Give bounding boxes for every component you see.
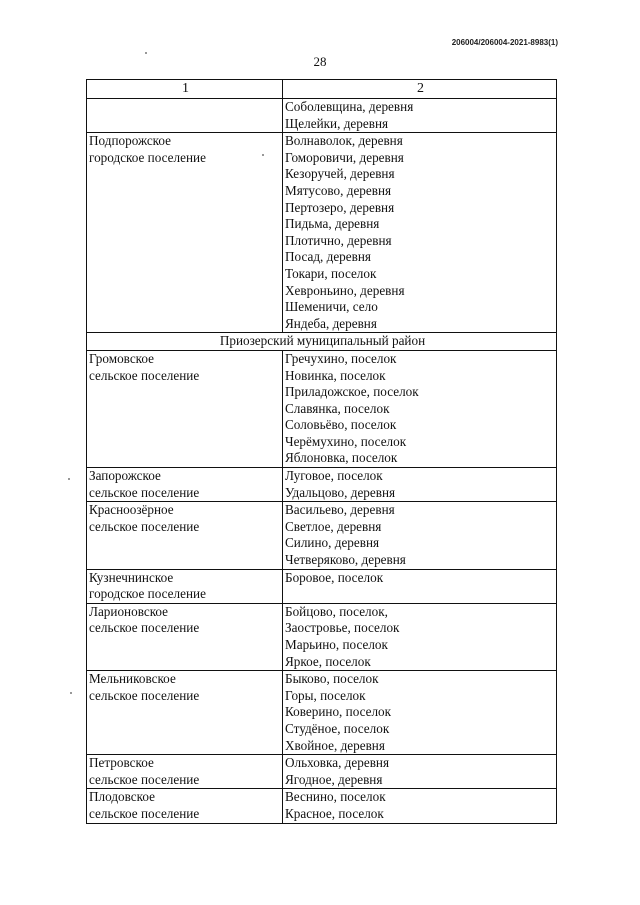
locality-name: Гречухино, поселок (285, 350, 397, 366)
localities-cell (283, 502, 557, 569)
settlement-cell (87, 133, 283, 333)
locality-name: Соболевщина, деревня (285, 99, 414, 114)
locality-name: Коверино, поселок (285, 704, 392, 720)
locality-name: Приладожское, поселок (285, 384, 419, 400)
localities-cell (283, 671, 557, 755)
locality-name: Соловьёво, поселок (285, 417, 397, 433)
locality-name: Плотично, деревня (285, 232, 392, 248)
scan-speck (262, 154, 264, 156)
locality-name: Бойцово, поселок, (285, 603, 388, 619)
settlement-name: Подпорожское (89, 133, 172, 149)
settlement-name: Запорожское (89, 468, 161, 484)
table-row (87, 755, 557, 789)
settlement-name: сельское поселение (89, 620, 200, 636)
settlement-name: сельское поселение (89, 687, 200, 703)
section-title: Приозерский муниципальный район (87, 333, 557, 351)
locality-name: Черёмухино, поселок (285, 433, 407, 449)
settlement-name: Громовское (89, 350, 155, 366)
locality-name: Яндеба, деревня (285, 315, 377, 331)
locality-name: Удальцово, деревня (285, 484, 396, 500)
column-header-2: 2 (283, 80, 557, 99)
settlement-cell (87, 99, 283, 133)
settlement-name: Ларионовское (89, 603, 169, 619)
column-header-1: 1 (87, 80, 283, 99)
locality-name: Шеменичи, село (285, 299, 378, 315)
locality-name: Студёное, поселок (285, 720, 390, 736)
settlement-cell (87, 350, 283, 467)
localities-cell (283, 99, 557, 133)
table-row (87, 468, 557, 502)
locality-name: Кезоручей, деревня (285, 166, 395, 182)
locality-name: Марьино, поселок (285, 637, 388, 652)
table-row (87, 671, 557, 755)
settlement-name: сельское поселение (89, 518, 200, 534)
settlement-cell (87, 502, 283, 569)
settlement-name: Петровское (89, 755, 154, 771)
locality-name: Хвойное, деревня (285, 737, 385, 753)
locality-name: Васильево, деревня (285, 502, 395, 518)
table-row (87, 99, 557, 133)
locality-name: Боровое, поселок (285, 569, 384, 585)
locality-name: Пертозеро, деревня (285, 199, 395, 215)
locality-name: Гоморовичи, деревня (285, 149, 404, 165)
locality-name: Пидьма, деревня (285, 216, 380, 232)
table-row (87, 603, 557, 670)
locality-name: Луговое, поселок (285, 468, 383, 484)
settlement-name: Плодовское (89, 789, 155, 805)
locality-name: Яблоновка, поселок (285, 450, 398, 466)
settlement-name: сельское поселение (89, 367, 200, 383)
locality-name: Токари, поселок (285, 265, 377, 281)
locality-name: Славянка, поселок (285, 400, 390, 416)
localities-cell (283, 133, 557, 333)
table-row (87, 789, 557, 823)
scan-speck (70, 692, 72, 694)
locality-name: Светлое, деревня (285, 518, 382, 534)
document-id: 206004/206004-2021-8983(1) (451, 38, 558, 47)
settlement-name: Красноозёрное (89, 502, 174, 518)
locality-name: Четверяково, деревня (285, 552, 406, 568)
scan-speck (145, 52, 147, 54)
settlement-cell (87, 603, 283, 670)
locality-name: Горы, поселок (285, 687, 366, 703)
settlement-cell (87, 789, 283, 823)
settlement-name: Мельниковское (89, 671, 176, 687)
locality-name: Ягодное, деревня (285, 771, 383, 787)
table-body (87, 99, 557, 824)
scan-speck (68, 478, 70, 480)
settlement-cell (87, 755, 283, 789)
table-row (87, 133, 557, 333)
settlement-name: Кузнечнинское (89, 569, 174, 585)
settlement-name: сельское поселение (89, 771, 200, 787)
locality-name: Красное, поселок (285, 805, 384, 821)
settlement-name: городское поселение (89, 586, 206, 602)
locality-name: Мятусово, деревня (285, 182, 392, 198)
locality-name: Посад, деревня (285, 249, 371, 265)
settlements-table (86, 79, 557, 824)
table-row (87, 502, 557, 569)
locality-name: Хевроньино, деревня (285, 282, 405, 298)
settlement-cell (87, 468, 283, 502)
settlement-name: сельское поселение (89, 805, 200, 821)
table-row (87, 569, 557, 603)
locality-name: Новинка, поселок (285, 367, 386, 383)
table-row (87, 350, 557, 467)
locality-name: Веснино, поселок (285, 789, 386, 805)
localities-cell (283, 569, 557, 603)
locality-name: Заостровье, поселок (285, 620, 400, 636)
localities-cell (283, 755, 557, 789)
locality-name: Щелейки, деревня (285, 115, 389, 131)
settlement-cell (87, 569, 283, 603)
locality-name: Ольховка, деревня (285, 755, 390, 771)
localities-cell (283, 789, 557, 823)
settlement-cell (87, 671, 283, 755)
locality-name: Яркое, поселок (285, 653, 371, 669)
settlement-name: городское поселение (89, 149, 206, 165)
section-row (87, 333, 557, 351)
localities-cell (283, 350, 557, 467)
settlement-name: сельское поселение (89, 484, 200, 500)
page-number: 28 (313, 54, 327, 69)
locality-name: Волнаволок, деревня (285, 133, 403, 149)
locality-name: Быково, поселок (285, 671, 379, 687)
locality-name: Силино, деревня (285, 535, 380, 551)
table-header-row (87, 80, 557, 99)
localities-cell (283, 468, 557, 502)
localities-cell (283, 603, 557, 670)
